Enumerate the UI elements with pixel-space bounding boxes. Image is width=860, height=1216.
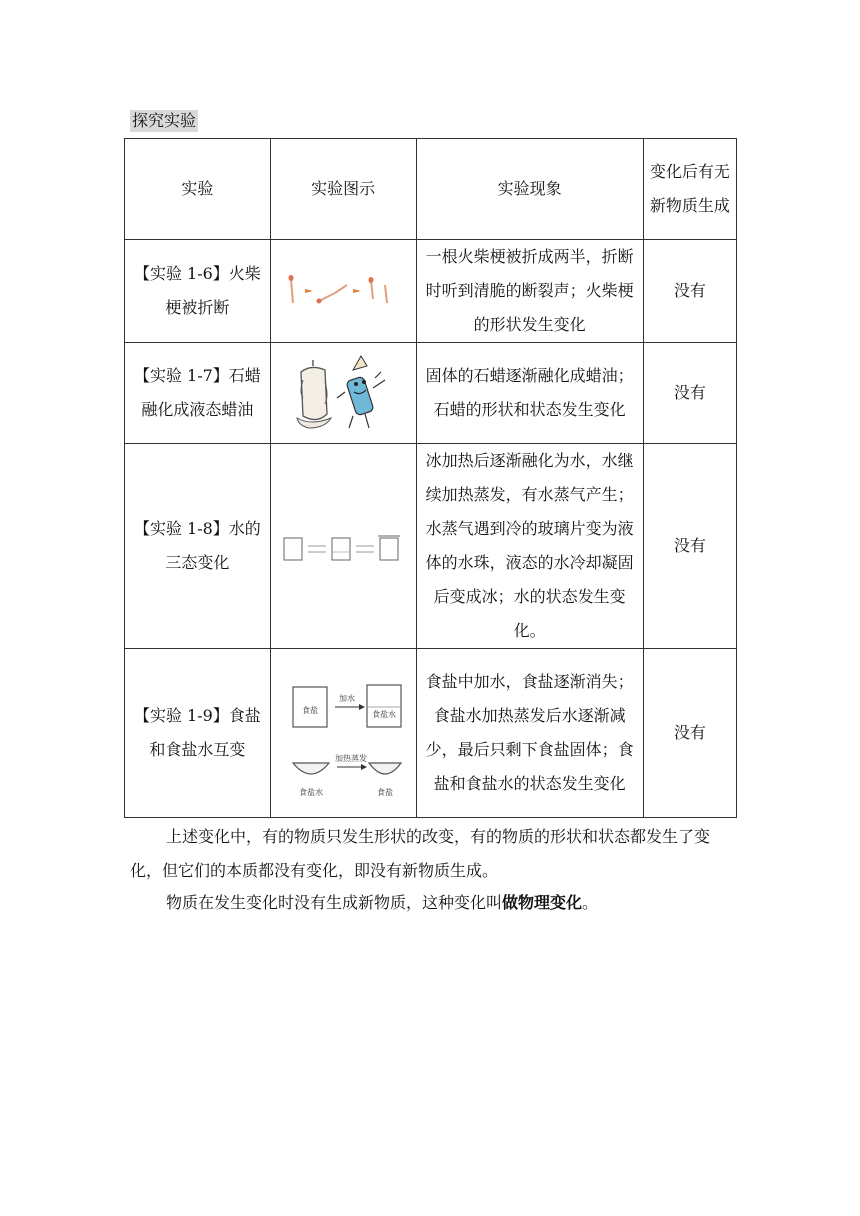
experiment-name: 【实验 1-9】食盐和食盐水互变 <box>125 649 271 818</box>
definition-paragraph <box>166 886 776 920</box>
label-salt-bowl: 食盐 <box>377 788 394 797</box>
experiment-name: 【实验 1-6】火柴梗被折断 <box>125 240 271 343</box>
header-new-substance: 变化后有无新物质生成 <box>643 139 736 240</box>
table-header-row <box>125 139 737 240</box>
phenomenon-text: 冰加热后逐渐融化为水，水继续加热蒸发，有水蒸气产生；水蒸气遇到冷的玻璃片变为液体的水珠，液态的水冷却凝固后变成冰；水的状态发生变化。 <box>416 444 643 649</box>
label-salt-water-bowl: 食盐水 <box>299 788 324 797</box>
figure-cell <box>270 444 416 649</box>
header-experiment: 实验 <box>125 139 271 240</box>
section-heading: 探究实验 <box>132 111 197 130</box>
salt-water-illustration <box>281 663 405 803</box>
result-text: 没有 <box>643 649 736 818</box>
label-salt: 食盐 <box>302 706 319 715</box>
table-row <box>125 649 737 818</box>
definition-text: 物质在发生变化时没有生成新物质，这种变化叫 <box>166 893 503 912</box>
figure-cell <box>270 240 416 343</box>
result-text: 没有 <box>643 343 736 444</box>
header-phenomenon: 实验现象 <box>416 139 643 240</box>
figure-cell <box>270 649 416 818</box>
experiment-table <box>124 138 737 818</box>
label-salt-water: 食盐水 <box>372 710 397 719</box>
label-heat-evap: 加热蒸发 <box>335 754 368 763</box>
figure-cell <box>270 343 416 444</box>
table-row <box>125 343 737 444</box>
phenomenon-text: 食盐中加水，食盐逐渐消失；食盐水加热蒸发后水逐渐减少，最后只剩下食盐固体；食盐和食盐水的状态发生变化 <box>416 649 643 818</box>
table-row <box>125 444 737 649</box>
phenomenon-text: 一根火柴梗被折成两半，折断时听到清脆的断裂声；火柴梗的形状发生变化 <box>416 240 643 343</box>
summary-paragraph: 上述变化中，有的物质只发生形状的改变，有的物质的形状和状态都发生了变化，但它们的本质都没有变化，即没有新物质生成。 <box>130 827 711 880</box>
match-breaking-illustration <box>283 271 403 311</box>
result-text: 没有 <box>643 240 736 343</box>
phenomenon-text: 固体的石蜡逐渐融化成蜡油；石蜡的形状和状态发生变化 <box>416 343 643 444</box>
melting-wax-illustration <box>281 352 405 434</box>
label-add-water: 加水 <box>339 694 356 703</box>
table-row <box>125 240 737 343</box>
definition-term: 做物理变化 <box>502 893 583 912</box>
experiment-name: 【实验 1-8】水的三态变化 <box>125 444 271 649</box>
water-three-states-illustration <box>280 526 406 566</box>
header-figure: 实验图示 <box>270 139 416 240</box>
result-text: 没有 <box>643 444 736 649</box>
experiment-name: 【实验 1-7】石蜡融化成液态蜡油 <box>125 343 271 444</box>
definition-end: 。 <box>582 893 599 912</box>
